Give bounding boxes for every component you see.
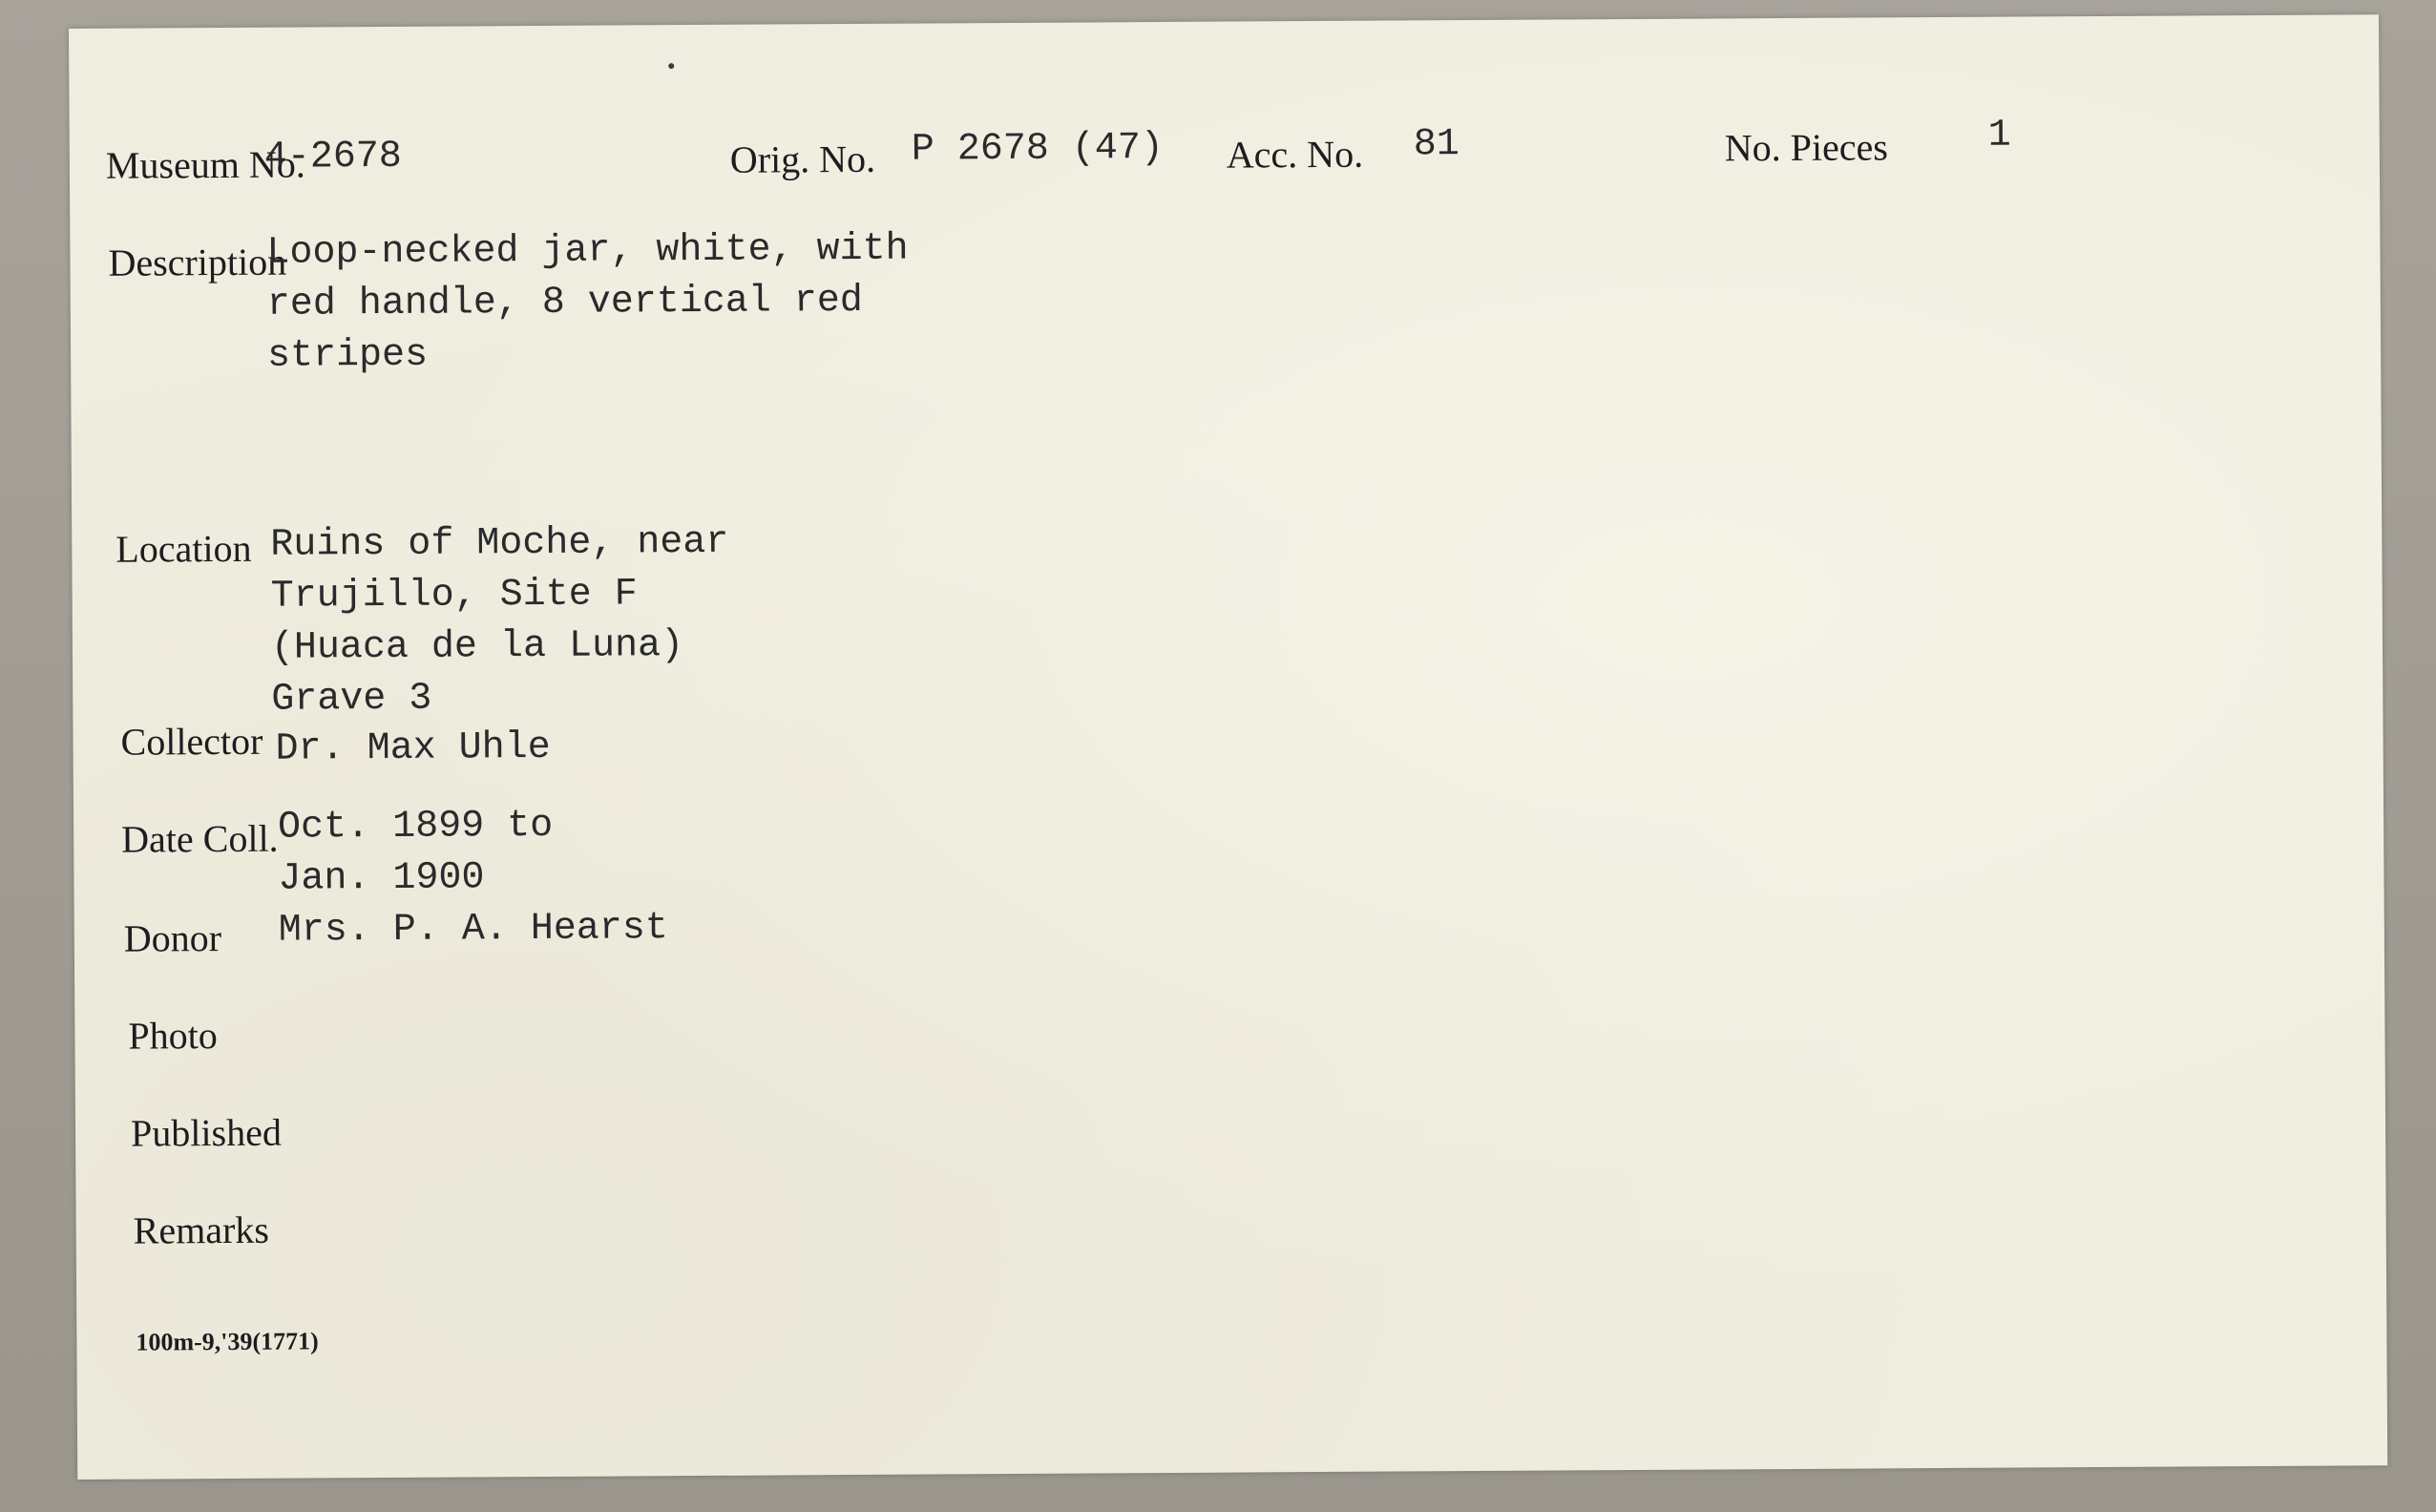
- collector-label: Collector: [120, 719, 263, 764]
- collector-value: Dr. Max Uhle: [275, 725, 551, 771]
- description-value: [266, 224, 909, 383]
- museum-no-value: 4-2678: [263, 135, 402, 179]
- location-label: Location: [116, 526, 252, 571]
- location-line: Trujillo, Site F: [270, 573, 638, 619]
- acc-no-value: 81: [1413, 123, 1460, 167]
- print-code: 100m-9,'39(1771): [136, 1327, 319, 1356]
- donor-value: Mrs. P. A. Hearst: [278, 907, 668, 953]
- remarks-label: Remarks: [133, 1208, 270, 1252]
- donor-label: Donor: [123, 916, 222, 960]
- description-line: red handle, 8 vertical red: [266, 279, 864, 326]
- description-line: Loop-necked jar, white, with: [266, 227, 909, 275]
- description-line: stripes: [266, 333, 429, 378]
- museum-no-label: Museum No.: [105, 142, 305, 187]
- location-line: Ruins of Moche, near: [270, 520, 729, 567]
- date-coll-label: Date Coll.: [121, 816, 279, 861]
- location-line: Grave 3: [271, 677, 432, 722]
- date-coll-line: Oct. 1899 to: [277, 804, 554, 850]
- published-label: Published: [130, 1110, 283, 1155]
- location-value: [270, 517, 729, 726]
- orig-no-label: Orig. No.: [729, 136, 876, 181]
- ink-speck: [668, 63, 674, 69]
- catalog-card: [69, 14, 2387, 1480]
- photo-label: Photo: [128, 1014, 218, 1058]
- date-coll-line: Jan. 1900: [278, 856, 485, 901]
- description-label: Description: [108, 240, 287, 284]
- location-line: (Huaca de la Luna): [270, 624, 684, 670]
- no-pieces-label: No. Pieces: [1724, 125, 1889, 170]
- no-pieces-value: 1: [1987, 114, 2011, 158]
- date-coll-value: [278, 801, 554, 906]
- acc-no-label: Acc. No.: [1226, 132, 1364, 177]
- orig-no-value: P 2678 (47): [911, 126, 1164, 172]
